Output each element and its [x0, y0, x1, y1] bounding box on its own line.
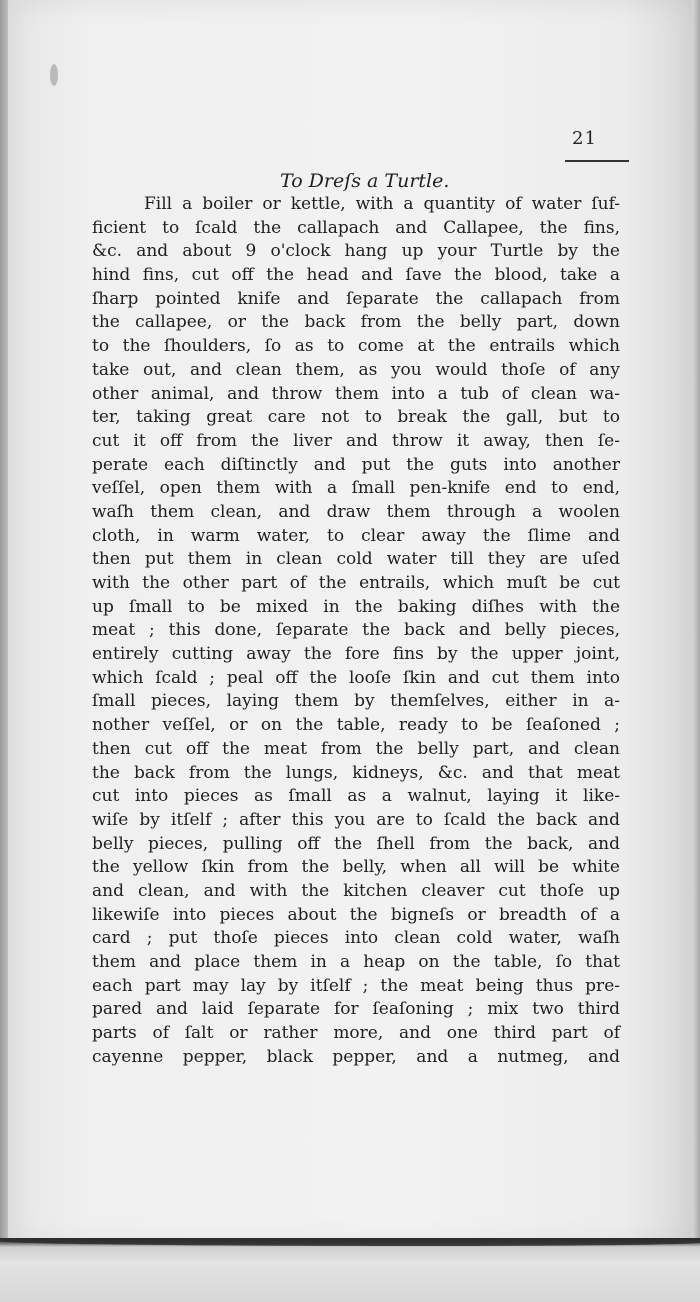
text-line: the yellow ſkin from the belly, when all will be white [92, 857, 620, 878]
text-line: each part may lay by itſelf ; the meat being thus pre- [92, 975, 620, 996]
page-number-rule [565, 160, 629, 162]
text-line: them and place them in a heap on the table, ſo that [92, 952, 620, 972]
text-line: belly pieces, pulling off the ſhell from the back, and [92, 833, 620, 854]
text-line: then put them in clean cold water till they are uſed [92, 549, 620, 570]
text-line: cloth, in warm water, to clear away the ſlime and [92, 525, 620, 546]
recipe-title: To Dreſs a Turtle. [280, 170, 450, 192]
text-line: parts of ſalt or rather more, and one third part of [92, 1023, 620, 1044]
text-line: pared and laid ſeparate for ſeaſoning ; mix two third [92, 999, 620, 1020]
page-bottom-edge [0, 1238, 700, 1302]
ink-smudge [50, 64, 58, 86]
text-line: which ſcald ; peal off the looſe ſkin and cut them into [92, 667, 620, 688]
text-line: waſh them clean, and draw them through a woolen [92, 501, 620, 522]
text-line: take out, and clean them, as you would thoſe of any [92, 359, 620, 380]
text-line: the back from the lungs, kidneys, &c. and that meat [92, 762, 620, 783]
text-line: other animal, and throw them into a tub of clean wa- [92, 383, 620, 404]
text-line: hind fins, cut off the head and ſave the blood, take a [92, 265, 620, 286]
text-line: and clean, and with the kitchen cleaver cut thoſe up [92, 880, 620, 901]
text-line: wiſe by itſelf ; after this you are to ſcald the back and [92, 809, 620, 830]
text-line: veſſel, open them with a ſmall pen-knife end to end, [92, 478, 620, 499]
recipe-body [92, 193, 620, 1069]
text-line: Fill a boiler or kettle, with a quantity of water ſuf- [144, 194, 620, 214]
text-line: entirely cutting away the fore fins by the upper joint, [92, 644, 620, 665]
text-line: the callapee, or the back from the belly part, down [92, 312, 620, 333]
text-line: likewiſe into pieces about the bigneſs or breadth of a [92, 904, 620, 925]
text-line: cut into pieces as ſmall as a walnut, laying it like- [92, 786, 620, 807]
text-line: ter, taking great care not to break the gall, but to [92, 407, 620, 428]
text-line: ſmall pieces, laying them by themſelves, either in a- [92, 691, 620, 712]
text-line: &c. and about 9 o'clock hang up your Turtle by the [92, 241, 620, 262]
text-line: cayenne pepper, black pepper, and a nutmeg, and [92, 1046, 620, 1067]
text-line: with the other part of the entrails, which muſt be cut [92, 573, 620, 593]
text-line: meat ; this done, ſeparate the back and belly pieces, [92, 620, 620, 641]
text-line: to the ſhoulders, ſo as to come at the entrails which [92, 336, 620, 357]
text-line: ficient to ſcald the callapach and Callapee, the fins, [92, 217, 620, 238]
text-line: nother veſſel, or on the table, ready to be ſeaſoned ; [92, 715, 620, 736]
text-line: perate each diſtinctly and put the guts into another [92, 454, 620, 475]
text-line: cut it off from the liver and throw it away, then ſe- [92, 430, 620, 451]
text-line: card ; put thoſe pieces into clean cold water, waſh [92, 928, 620, 949]
text-line: ſharp pointed knife and ſeparate the callapach from [92, 288, 620, 309]
page-right-edge [692, 0, 700, 1302]
text-line: up ſmall to be mixed in the baking diſhes with the [92, 596, 620, 617]
page-number: 21 [572, 128, 597, 149]
text-line: then cut off the meat from the belly part, and clean [92, 738, 620, 759]
